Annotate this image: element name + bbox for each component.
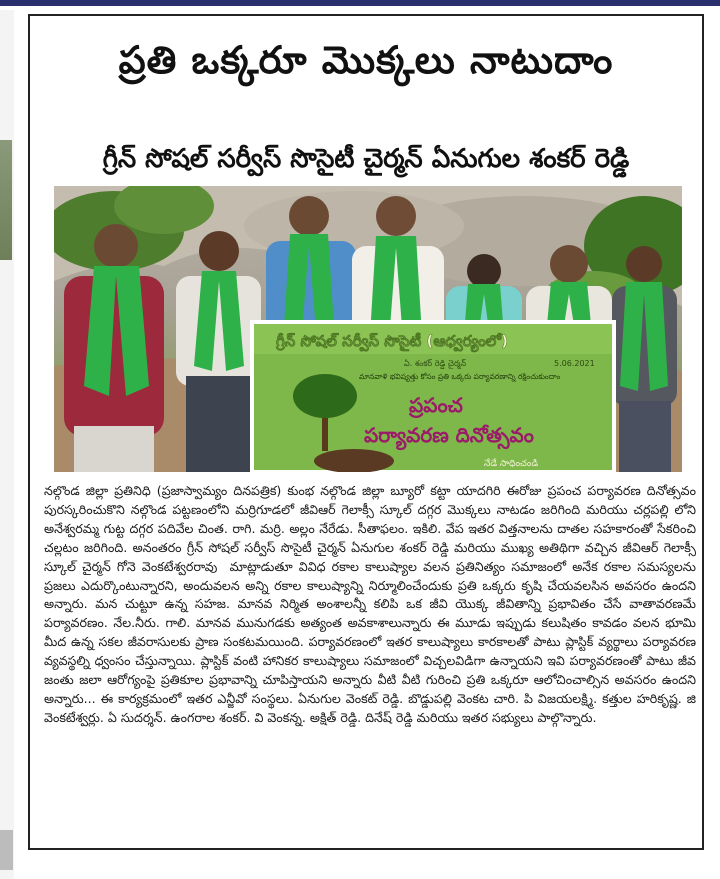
article-subheadline: గ్రీన్ సోషల్ సర్వీస్ సొసైటీ చైర్మన్ ఏనుగుల శంకర్ రెడ్డి bbox=[102, 144, 630, 174]
banner-title-1: ప్రపంచ bbox=[409, 393, 463, 417]
banner-title-2: పర్యావరణ దినోత్సవం bbox=[364, 423, 534, 447]
article-box bbox=[28, 14, 704, 850]
banner-small-line: ఏ. శంకర్ రెడ్డి చైర్మన్ bbox=[404, 359, 467, 368]
adjacent-column-edge bbox=[0, 10, 14, 879]
banner-date: 5.06.2021 bbox=[554, 359, 595, 368]
event-photo-illustration bbox=[54, 186, 682, 472]
page-top-bar bbox=[0, 0, 720, 6]
article-photo bbox=[54, 186, 682, 472]
banner-tagline: మానవాళి భవిష్యత్తు కోసం ప్రతి ఒక్కరు పర్యావరణాన్ని రక్షించుకుందాం bbox=[359, 372, 561, 381]
banner-org: గ్రీన్ సోషల్ సర్వీస్ సొసైటీ (ఆధ్వర్యంలో) bbox=[276, 332, 508, 350]
article-body: నల్గొండ జిల్లా ప్రతినిధి (ప్రజాస్వామ్యం దినపత్రిక) కుంభ నల్గొండ జిల్లా బ్యూరో కట్టా యాదగిరి ఈరోజు ప్రపంచ పర్యావరణ దినోత్సవం పురస్కరించుకొని నల్గొండ పట్టణంలోని మర్రిగూడలో జీవిఆర్ గెలాక్సీ స్కూల్ దగ్గర మొక్కలు నాటడం జరిగింది మరియు చర్లపల్లి లోని అనేశ్వరమ్మ గుట్ట దగ్గర పదివేల చింత. రాగి. మర్రి. అల్లం నేరేడు. సీతాఫలం. ఇకిలి. వేప ఇతర విత్తనాలను దాతల సహకారంతో సేకరించి చల్లటం జరిగింది. అనంతరం గ్రీన్ సోషల్ సర్వీస్ సొసైటీ చైర్మన్ ఏనుగుల శంకర్ రెడ్డి మరియు ముఖ్య అతిథిగా వచ్చిన జీవిఆర్ గెలాక్సీ స్కూల్ చైర్మన్ గోనె వెంకటేశ్వరరావు మాట్లాడుతూ వివిధ రకాల కాలుష్యాల వలన ప్రతినిత్యం సమాజంలో అనేక రకాల సమస్యలను ప్రజలు ఎదుర్కొంటున్నారని, అందువలన అన్ని రకాల కాలుష్యాన్ని నిర్మూలించేందుకు ప్రతి ఒక్కరు కృషి చేయవలసిన అవసరం ఉందని అన్నారు. మన చుట్టూ ఉన్న సహజ. మానవ నిర్మిత అంశాలన్నీ కలిపి ఒక జీవి యొక్క జీవితాన్ని ప్రభావితం చేసే వాతావరణమే పర్యావరణం. నేల.నీరు. గాలి. మానవ మునుగడకు అత్యంత అవకాశాలున్నారు ఈ మూడు ఇప్పుడు కలుషితం కావడం వలన భూమి మీద ఉన్న సకల జీవరాసులకు ప్రాణ సంకటమయింది. పర్యావరణంలో ఇతర కాలుష్యాలు కారకాలతో పాటు ప్లాస్టిక్ వ్యర్థాలు పర్యావరణ వ్యవస్థల్ని ధ్వంసం చేస్తున్నాయి. ప్లాస్టిక్ వంటి హానికర కాలుష్యాలు సమాజంలో విచ్చలవిడిగా ఉన్నాయని ఇవి పర్యావరణంతో పాటు జీవ జంతు జలా ఆరోగ్యంపై ప్రతికూల ప్రభావాన్ని చూపిస్తాయని అన్నారు వీటి వీటి గురించి ప్రతి ఒక్కరూ ఆలోచించాల్సిన అవసరం ఉందని అన్నారు... ఈ కార్యక్రమంలో ఇతర ఎన్జీవో సంస్థలు. ఏనుగుల వెంకట్ రెడ్డి. బొడ్డుపల్లి వెంకట చారి. పి విజయలక్ష్మి. కత్తుల హరికృష్ణ. జి వెంకటేశ్వర్లు. ఏ సుదర్శన్. ఉంగరాల శంకర్. వి వెంకన్న. అక్షిత్ రెడ్డి. దినేష్ రెడ్డి మరియు ఇతర సభ్యులు పాల్గొన్నారు. bbox=[44, 483, 701, 725]
event-banner bbox=[252, 322, 614, 472]
adjacent-photo-fragment bbox=[0, 140, 12, 260]
adjacent-image-fragment bbox=[0, 830, 13, 870]
banner-footer: నేడే సాధించండి bbox=[484, 459, 539, 469]
article-headline: ప్రతి ఒక్కరూ మొక్కలు నాటుదాం bbox=[118, 38, 614, 82]
